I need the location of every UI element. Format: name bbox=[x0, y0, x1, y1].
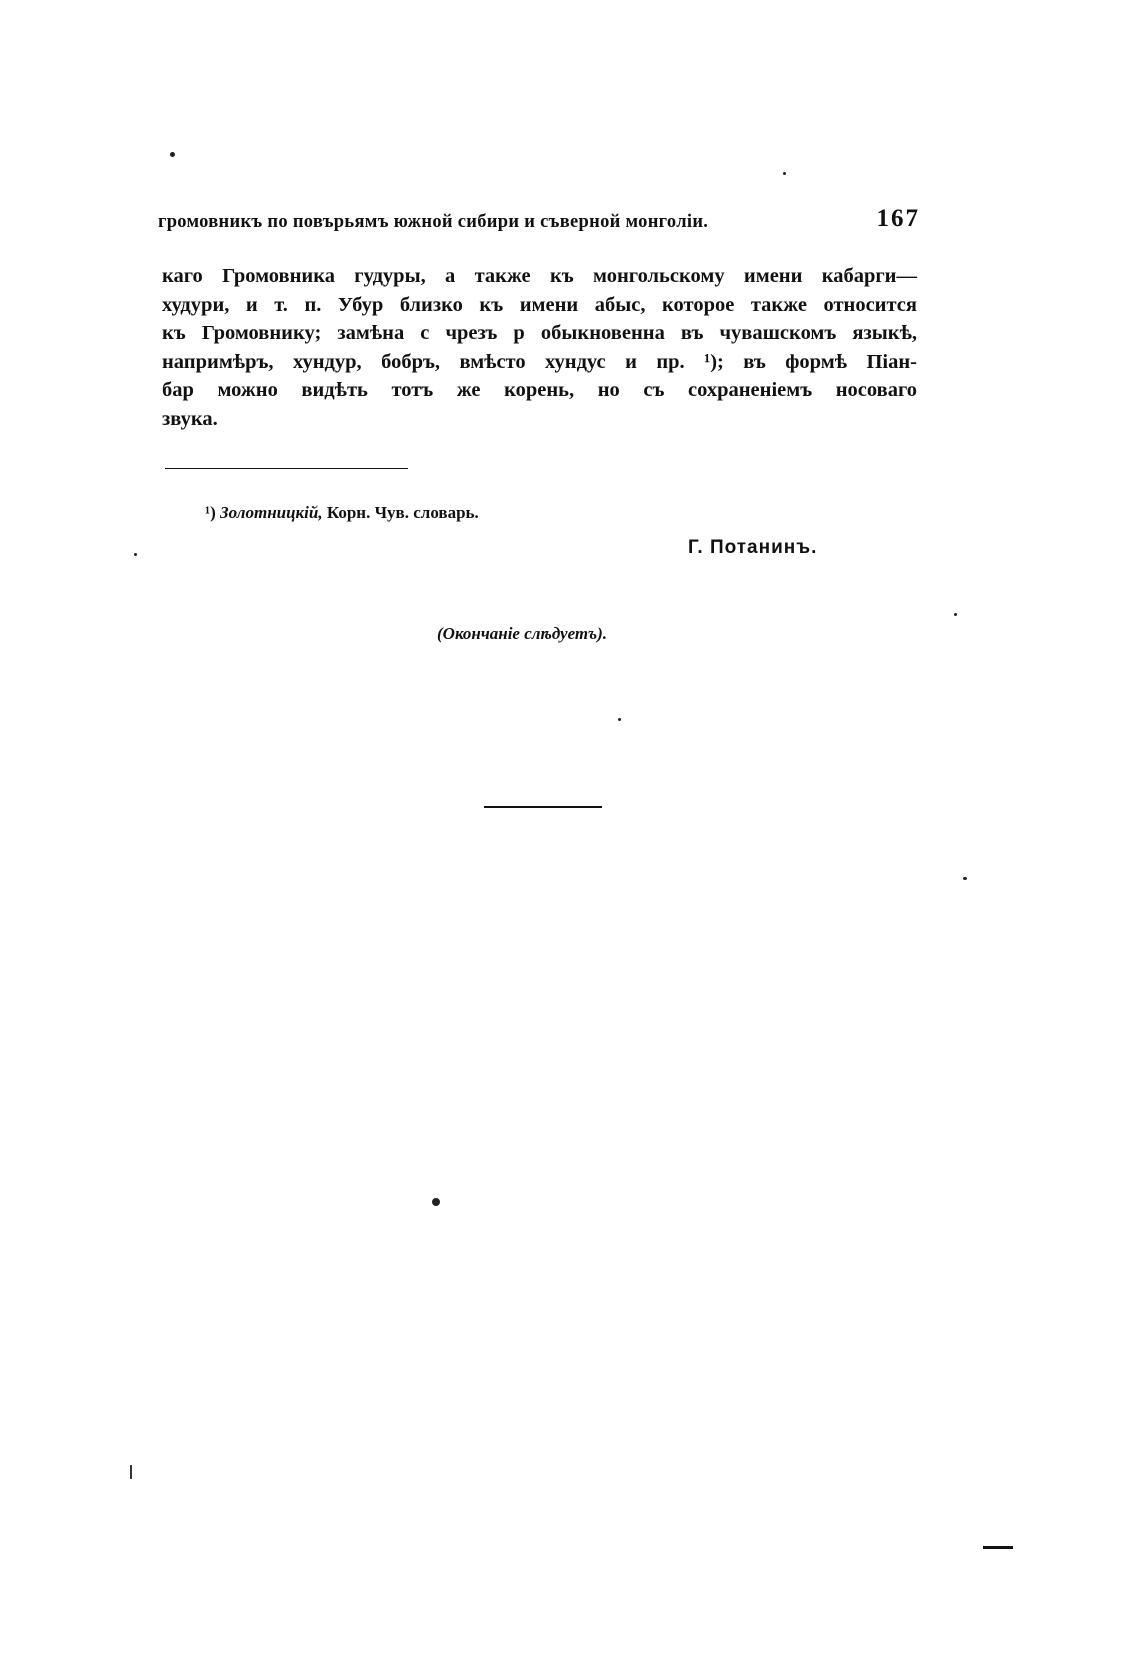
text-line: каго Громовника гудуры, а также къ монгольскому имени кабарги— bbox=[162, 265, 917, 287]
footnote-author: Золотницкій, bbox=[220, 503, 323, 522]
scan-speck bbox=[134, 553, 137, 556]
running-header bbox=[158, 205, 920, 233]
text-line: къ Громовнику; замѣна с чрезъ р обыкновенна въ чувашскомъ языкѣ, bbox=[162, 322, 917, 344]
footnote-divider bbox=[165, 468, 408, 469]
text-line: звука. bbox=[162, 407, 218, 430]
text-line: худури, и т. п. Убур близко къ имени абыс, которое также относится bbox=[162, 293, 917, 316]
author-signature: Г. Потанинъ. bbox=[688, 537, 818, 558]
body-paragraph bbox=[162, 262, 917, 433]
scan-speck bbox=[618, 718, 621, 721]
text-line: бар можно видѣть тотъ же корень, но съ сохраненіемъ носоваго bbox=[162, 379, 917, 401]
scan-speck bbox=[783, 172, 786, 175]
page-number: 167 bbox=[876, 205, 920, 232]
footnote-marker: ¹) bbox=[205, 503, 216, 522]
footnote bbox=[205, 503, 479, 523]
scan-speck bbox=[432, 1198, 440, 1206]
scan-mark bbox=[983, 1546, 1013, 1549]
footnote-text: Корн. Чув. словарь. bbox=[326, 503, 479, 522]
section-end-rule bbox=[484, 806, 602, 808]
running-title: громовникъ по повърьямъ южной сибири и съверной монголіи. bbox=[158, 212, 709, 232]
scan-mark bbox=[130, 1465, 132, 1479]
text-line: напримѣръ, хундур, бобръ, вмѣсто хундус и пр. ¹); въ формѣ Піан- bbox=[162, 350, 917, 373]
continuation-note: (Окончаніе слѣдуетъ). bbox=[437, 624, 607, 643]
scan-speck bbox=[954, 613, 957, 616]
scan-speck bbox=[170, 152, 175, 157]
scan-speck bbox=[963, 877, 967, 880]
